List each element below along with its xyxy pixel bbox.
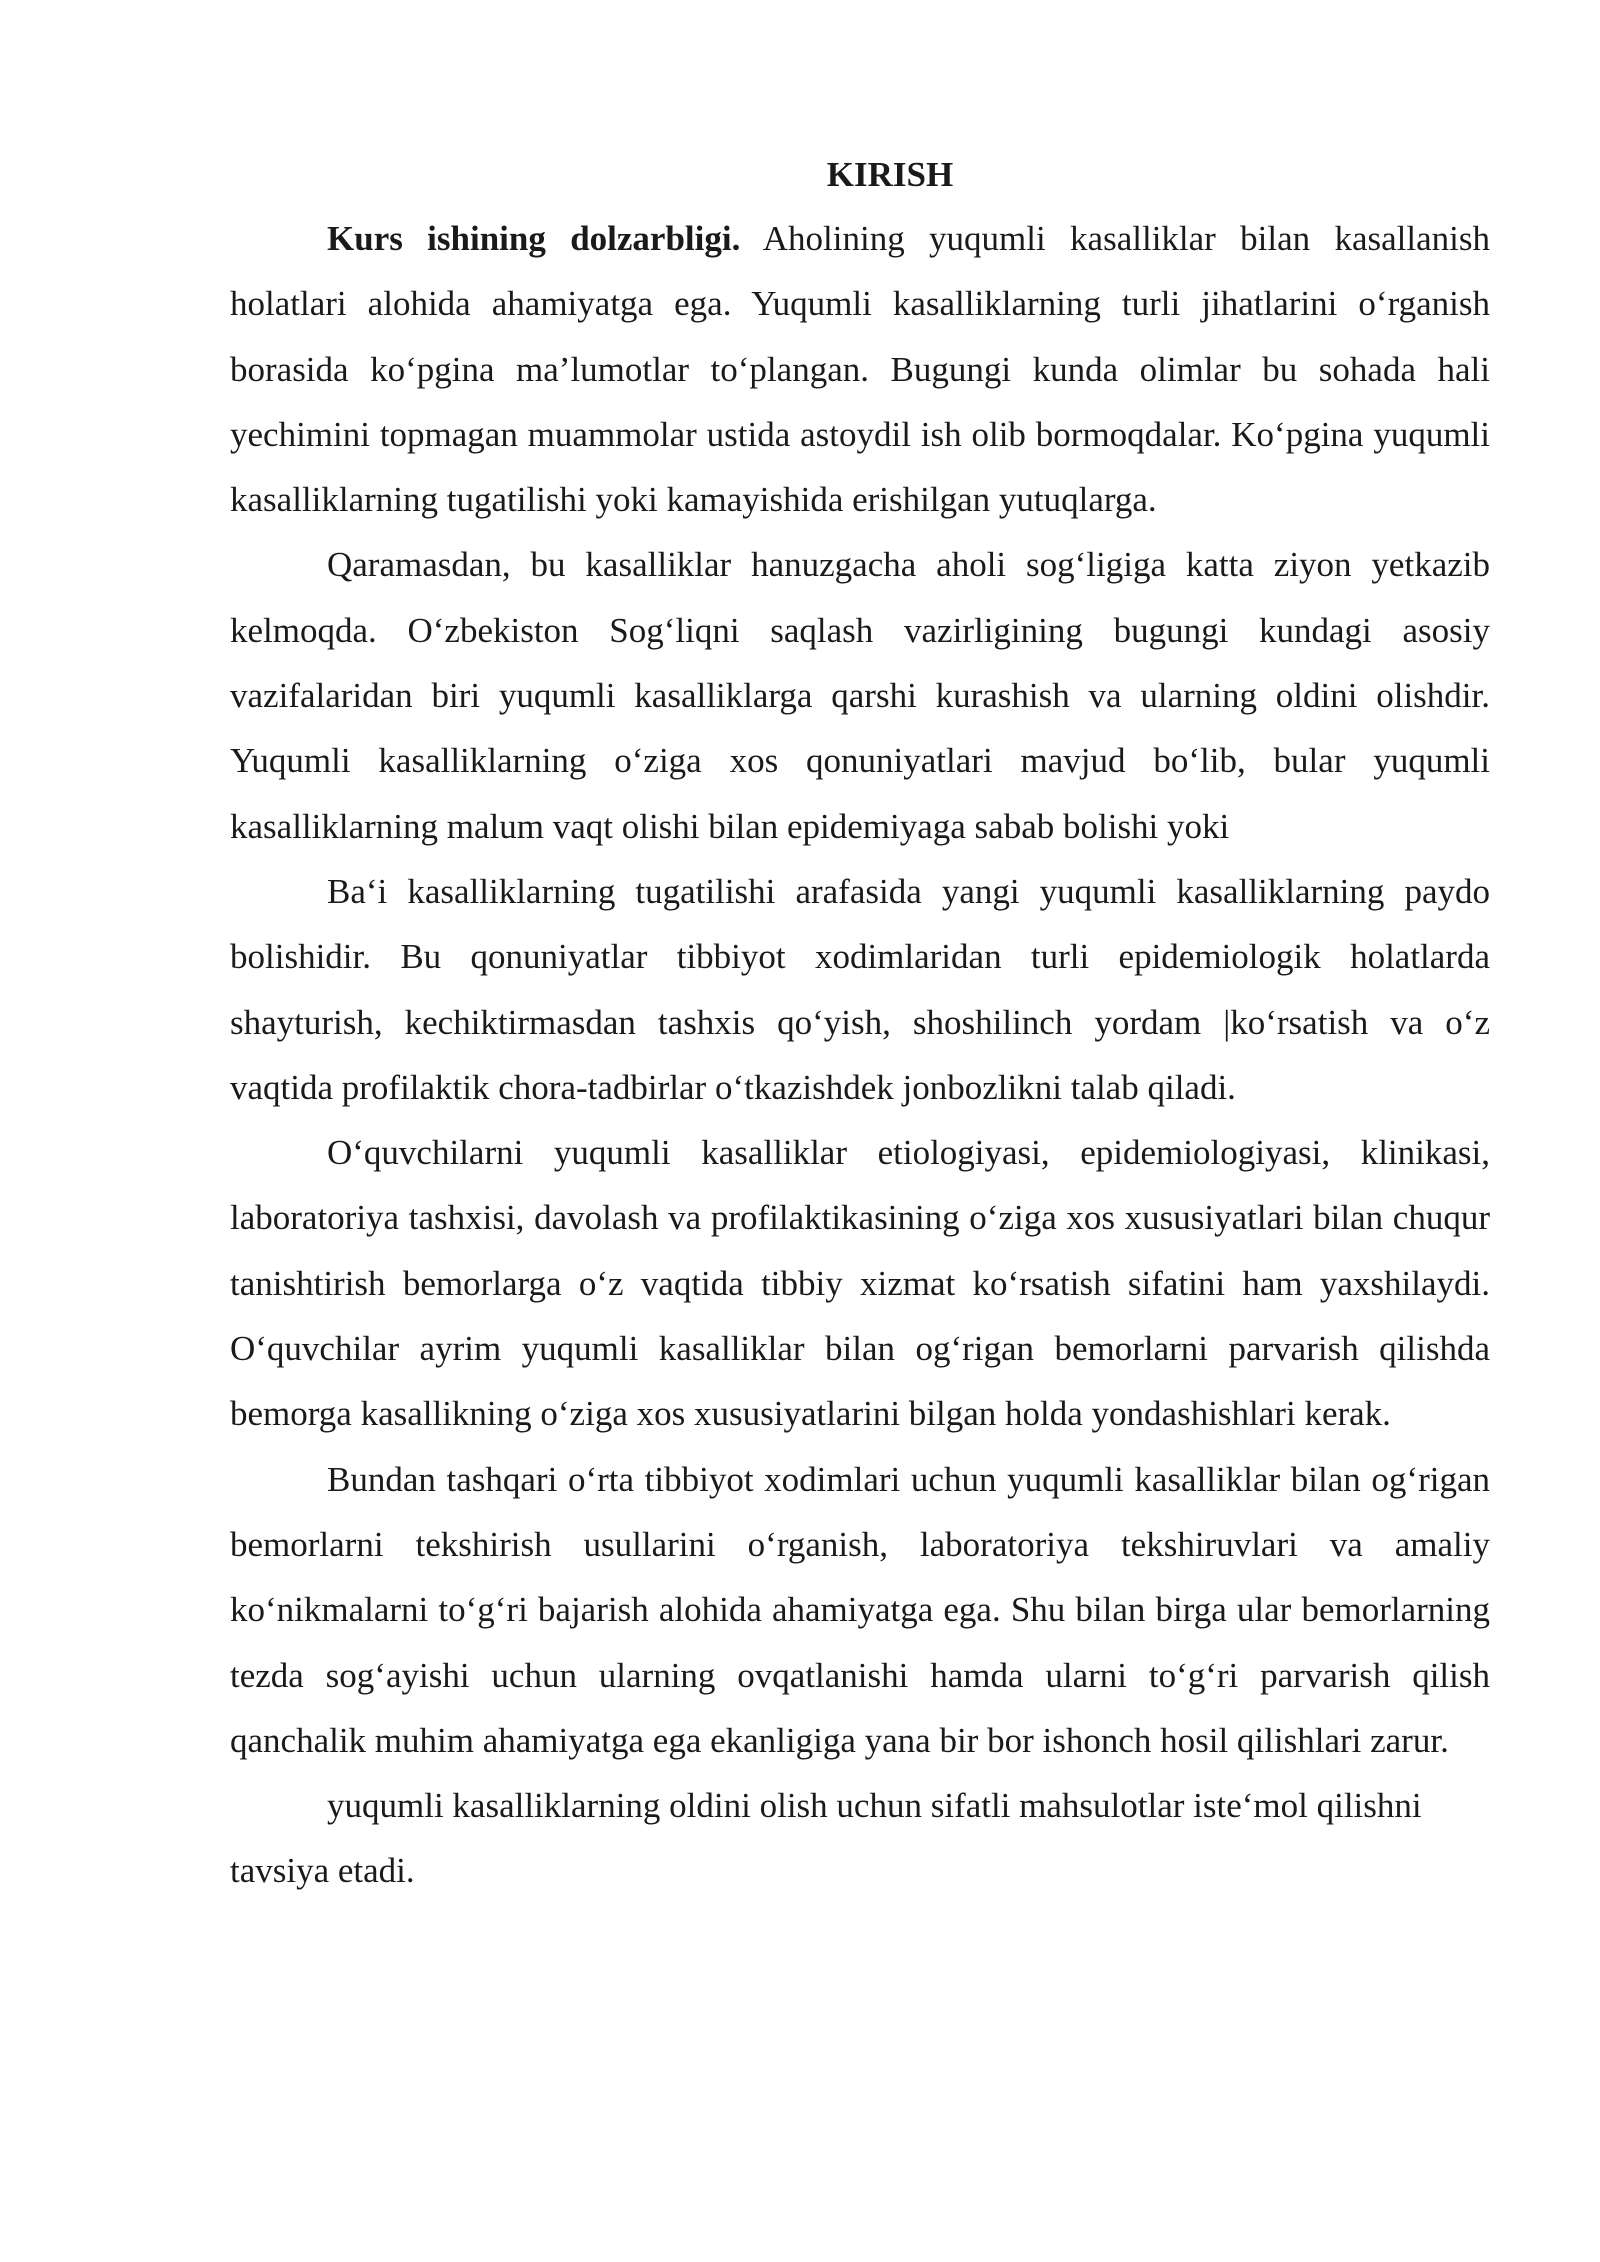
paragraph-2: Qaramasdan, bu kasalliklar hanuzgacha aholi sog‘ligiga katta ziyon yetkazib kelmoqda. O‘zbekiston Sog‘liqni saqlash vazirligining bugungi kundagi asosiy vazifalaridan biri yuqumli kasalliklarga qarshi kurashish va ularning oldini olishdir. Yuqumli kasalliklarning o‘ziga xos qonuniyatlari mavjud bo‘lib, bular yuqumli kasalliklarning malum vaqt olishi bilan epidemiyaga sabab bolishi yoki	[230, 545, 1490, 846]
paragraph-4: O‘quvchilarni yuqumli kasalliklar etiologiyasi, epidemiologiyasi, klinikasi, laboratoriya tashxisi, davolash va profilaktikasining o‘ziga xos xususiyatlari bilan chuqur tanishtirish bemorlarga o‘z vaqtida tibbiy xizmat ko‘rsatish sifatini ham yaxshilaydi. O‘quvchilar ayrim yuqumli kasalliklar bilan og‘rigan bemorlarni parvarish qilishda bemorga kasallikning o‘ziga xos xususiyatlarini bilgan holda yondashishlari kerak.	[230, 1133, 1490, 1434]
paragraph-6: yuqumli kasalliklarning oldini olish uchun sifatli mahsulotlar iste‘mol qilishni tavsiya etadi.	[230, 1786, 1422, 1891]
document-body	[230, 150, 1490, 1904]
paragraph-lead: Kurs ishining dolzarbligi.	[327, 219, 741, 258]
page-heading: KIRISH	[826, 155, 954, 194]
paragraph-5: Bundan tashqari o‘rta tibbiyot xodimlari uchun yuqumli kasalliklar bilan og‘rigan bemorlarni tekshirish usullarini o‘rganish, laboratoriya tekshiruvlari va amaliy ko‘nikmalarni to‘g‘ri bajarish alohida ahamiyatga ega. Shu bilan birga ular bemorlarning tezda sog‘ayishi uchun ularning ovqatlanishi hamda ularni to‘g‘ri parvarish qilish qanchalik muhim ahamiyatga ega ekanligiga yana bir bor ishonch hosil qilishlari zarur.	[230, 1459, 1490, 1760]
paragraph-1	[230, 206, 1490, 532]
paragraph-3: Ba‘i kasalliklarning tugatilishi arafasida yangi yuqumli kasalliklarning paydo bolishidir. Bu qonuniyatlar tibbiyot xodimlaridan turli epidemiologik holatlarda shayturish, kechiktirmasdan tashxis qo‘yish, shoshilinch yordam |ko‘rsatish va o‘z vaqtida profilaktik chora-tadbirlar o‘tkazishdek jonbozlikni talab qiladi.	[230, 871, 1490, 1107]
paragraph-text: Aholining yuqumli kasalliklar bilan kasallanish holatlari alohida ahamiyatga ega. Yuqumli kasalliklarning turli jihatlarini o‘rganish borasida ko‘pgina ma’lumotlar to‘plangan. Bugungi kunda olimlar bu sohada hali yechimini topmagan muammolar ustida astoydil ish olib bormoqdalar. Ko‘pgina yuqumli kasalliklarning tugatilishi yoki kamayishida erishilgan yutuqlarga.	[230, 219, 1490, 520]
